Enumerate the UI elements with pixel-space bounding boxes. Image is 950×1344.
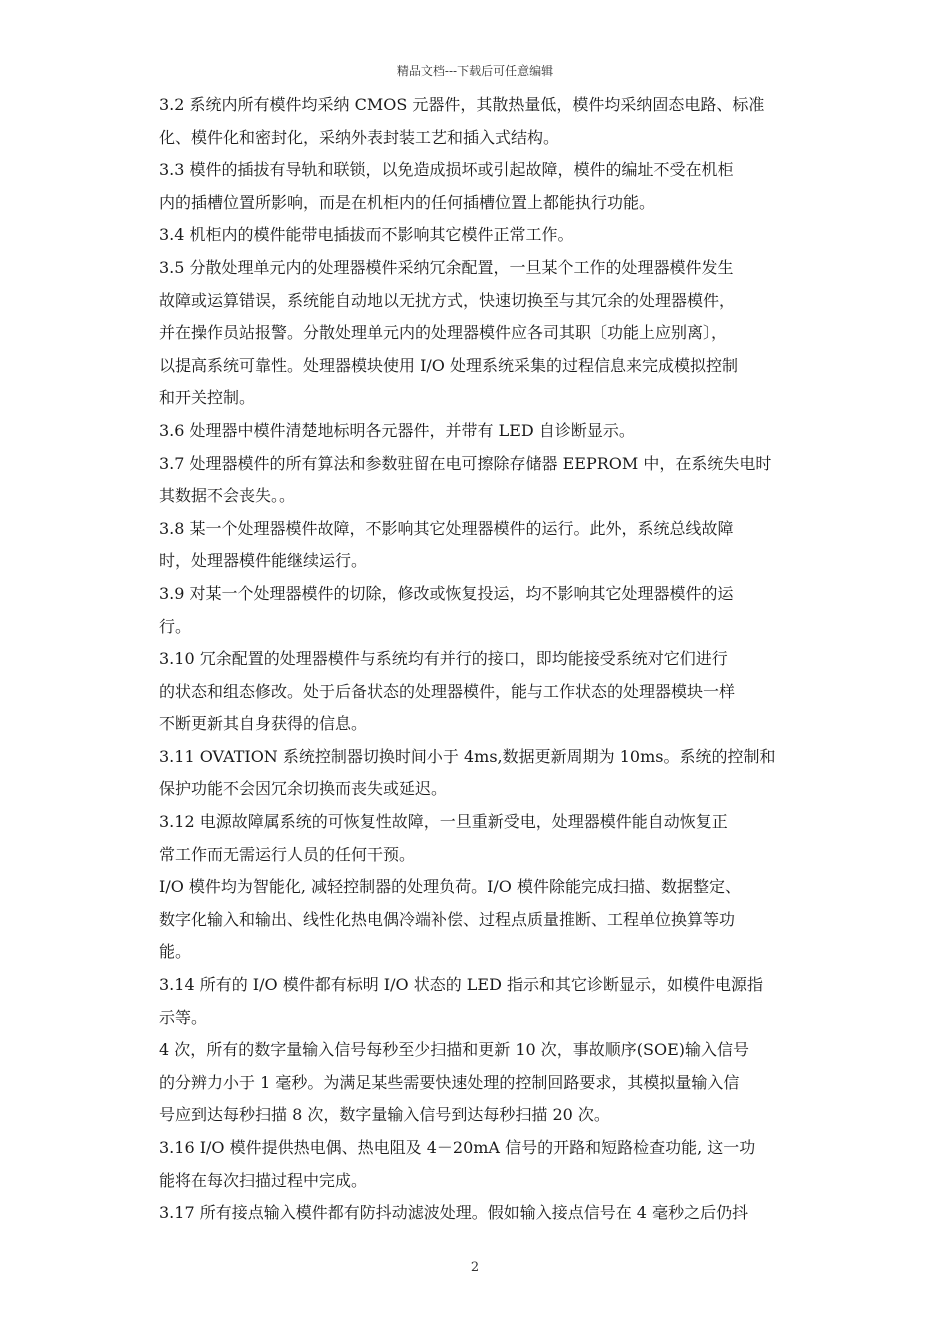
text-line: 能。	[159, 942, 192, 962]
text-line: 3.5 分散处理单元内的处理器模件采纳冗余配置，一旦某个工作的处理器模件发生	[159, 257, 734, 277]
text-line: 3.10 冗余配置的处理器模件与系统均有并行的接口，即均能接受系统对它们进行	[159, 649, 728, 669]
text-line: 的状态和组态修改。处于后备状态的处理器模件，能与工作状态的处理器模块一样	[159, 681, 736, 701]
text-line: I/O 模件均为智能化, 减轻控制器的处理负荷。I/O 模件除能完成扫描、数据整定、	[159, 877, 742, 897]
text-line: 时，处理器模件能继续运行。	[159, 551, 368, 571]
text-line: 常工作而无需运行人员的任何干预。	[159, 844, 416, 864]
text-line: 化、模件化和密封化，采纳外表封装工艺和插入式结构。	[159, 127, 560, 147]
text-line: 3.4 机柜内的模件能带电插拔而不影响其它模件正常工作。	[159, 225, 574, 245]
text-line: 以提高系统可靠性。处理器模块使用 I/O 处理系统采集的过程信息来完成模拟控制	[159, 355, 739, 375]
text-line: 保护功能不会因冗余切换而丧失或延迟。	[159, 779, 448, 799]
paragraph	[159, 969, 859, 1034]
text-line: 能将在每次扫描过程中完成。	[159, 1170, 368, 1190]
text-line: 内的插槽位置所影响，而是在机柜内的任何插槽位置上都能执行功能。	[159, 192, 656, 212]
paragraph	[159, 448, 859, 513]
text-line: 其数据不会丧失。。	[159, 486, 296, 506]
page-header: 精品文档---下载后可任意编辑	[396, 64, 554, 78]
text-line: 并在操作员站报警。分散处理单元内的处理器模件应各司其职〔功能上应别离〕，	[159, 323, 728, 343]
paragraph	[159, 252, 859, 415]
paragraph	[159, 806, 859, 871]
text-line: 3.11 OVATION 系统控制器切换时间小于 4ms,数据更新周期为 10ms。系统的控制和	[159, 746, 776, 766]
paragraph	[159, 513, 859, 578]
text-line: 故障或运算错误，系统能自动地以无扰方式，快速切换至与其冗余的处理器模件，	[159, 290, 736, 310]
text-line: 3.7 处理器模件的所有算法和参数驻留在电可擦除存储器 EEPROM 中，在系统失电时	[159, 453, 772, 473]
text-line: 不断更新其自身获得的信息。	[159, 714, 368, 734]
paragraph	[159, 871, 859, 969]
paragraph	[159, 1034, 859, 1132]
text-line: 和开关控制。	[159, 388, 256, 408]
paragraph	[159, 1132, 859, 1197]
text-line: 3.6 处理器中模件清楚地标明各元器件，并带有 LED 自诊断显示。	[159, 420, 635, 440]
paragraph	[159, 1197, 859, 1230]
text-line: 行。	[159, 616, 192, 636]
paragraph	[159, 415, 859, 448]
paragraph	[159, 219, 859, 252]
paragraph	[159, 643, 859, 741]
text-line: 3.8 某一个处理器模件故障，不影响其它处理器模件的运行。此外，系统总线故障	[159, 518, 734, 538]
paragraph	[159, 578, 859, 643]
document-body	[159, 89, 859, 1230]
text-line: 号应到达每秒扫描 8 次，数字量输入信号到达每秒扫描 20 次。	[159, 1105, 610, 1125]
text-line: 3.14 所有的 I/O 模件都有标明 I/O 状态的 LED 指示和其它诊断显示，如模件电源指	[159, 975, 764, 995]
paragraph	[159, 741, 859, 806]
text-line: 示等。	[159, 1007, 208, 1027]
text-line: 的分辨力小于 1 毫秒。为满足某些需要快速处理的控制回路要求，其模拟量输入信	[159, 1072, 740, 1092]
text-line: 4 次，所有的数字量输入信号每秒至少扫描和更新 10 次，事故顺序(SOE)输入信号	[159, 1040, 750, 1060]
text-line: 3.2 系统内所有模件均采纳 CMOS 元器件，其散热量低，模件均采纳固态电路、标准	[159, 95, 765, 114]
text-line: 数字化输入和输出、线性化热电偶冷端补偿、过程点质量推断、工程单位换算等功	[159, 909, 736, 929]
text-line: 3.16 I/O 模件提供热电偶、热电阻及 4－20mA 信号的开路和短路检查功能, 这一功	[159, 1138, 756, 1157]
page-number: 2	[470, 1260, 480, 1275]
text-line: 3.9 对某一个处理器模件的切除，修改或恢复投运，均不影响其它处理器模件的运	[159, 583, 734, 603]
paragraph	[159, 154, 859, 219]
text-line: 3.17 所有接点输入模件都有防抖动滤波处理。假如输入接点信号在 4 毫秒之后仍抖	[159, 1203, 749, 1223]
text-line: 3.3 模件的插拔有导轨和联锁，以免造成损坏或引起故障，模件的编址不受在机柜	[159, 160, 734, 180]
paragraph	[159, 89, 859, 154]
text-line: 3.12 电源故障属系统的可恢复性故障，一旦重新受电，处理器模件能自动恢复正	[159, 812, 728, 832]
